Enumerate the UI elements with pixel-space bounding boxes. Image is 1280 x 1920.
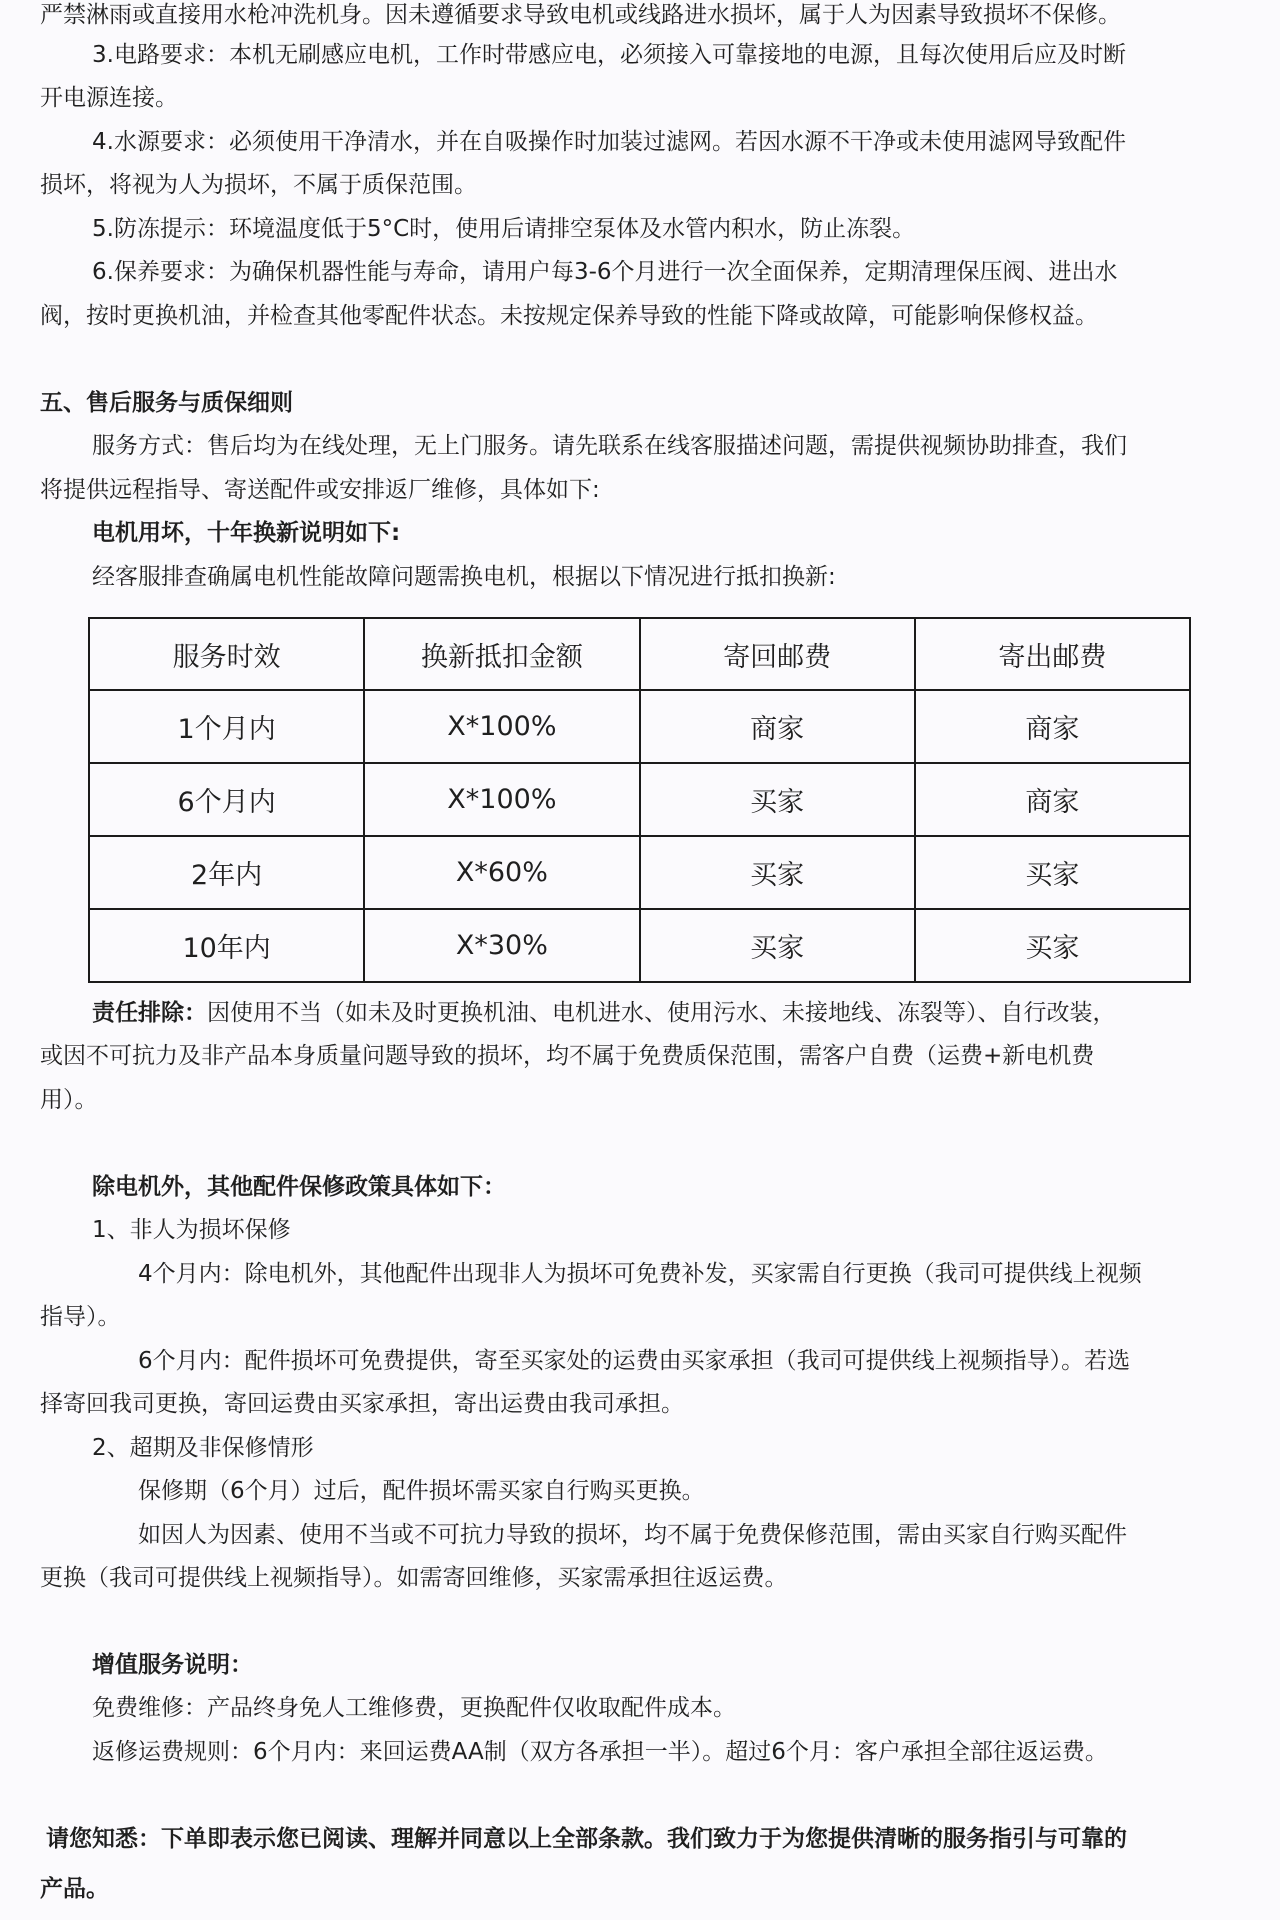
table-cell: 买家 (915, 909, 1190, 982)
table-cell: 买家 (640, 763, 915, 836)
text-line: 3.电路要求：本机无刷感应电机，工作时带感应电，必须接入可靠接地的电源，且每次使用后应及时断 (92, 42, 1126, 68)
table-cell: X*60% (364, 836, 639, 909)
table-cell: 商家 (640, 690, 915, 763)
table-header-cell: 换新抵扣金额 (364, 618, 639, 690)
text-line: 经客服排查确属电机性能故障问题需换电机，根据以下情况进行抵扣换新: (92, 564, 836, 590)
text-line: 2、超期及非保修情形 (92, 1435, 314, 1461)
table-cell: 10年内 (89, 909, 364, 982)
table-cell: 2年内 (89, 836, 364, 909)
subheading: 增值服务说明： (92, 1652, 253, 1678)
table-row (89, 690, 1190, 763)
liability-paragraph (0, 998, 1280, 1028)
text-line: 服务方式：售后均为在线处理，无上门服务。请先联系在线客服描述问题，需提供视频协助排查，我们 (92, 433, 1127, 459)
table-cell: X*30% (364, 909, 639, 982)
table-cell: 买家 (915, 836, 1190, 909)
text-line: 更换（我司可提供线上视频指导）。如需寄回维修，买家需承担往返运费。 (40, 1565, 788, 1591)
table-cell: 1个月内 (89, 690, 364, 763)
section-heading: 五、售后服务与质保细则 (40, 390, 293, 416)
table-header-cell: 服务时效 (89, 618, 364, 690)
table-header-row (89, 618, 1190, 690)
table-cell: X*100% (364, 690, 639, 763)
table-cell: 买家 (640, 836, 915, 909)
table-cell: 商家 (915, 763, 1190, 836)
text-line: 择寄回我司更换，寄回运费由买家承担，寄出运费由我司承担。 (40, 1391, 684, 1417)
text-line: 6个月内：配件损坏可免费提供，寄至买家处的运费由买家承担（我司可提供线上视频指导）。若选 (138, 1348, 1131, 1374)
text-line: 4个月内：除电机外，其他配件出现非人为损坏可免费补发，买家需自行更换（我司可提供线上视频 (138, 1261, 1142, 1287)
table-header-cell: 寄回邮费 (640, 618, 915, 690)
text-line: 4.水源要求：必须使用干净清水，并在自吸操作时加装过滤网。若因水源不干净或未使用滤网导致配件 (92, 129, 1126, 155)
text-line: 严禁淋雨或直接用水枪冲洗机身。因未遵循要求导致电机或线路进水损坏，属于人为因素导致损坏不保修。 (40, 2, 1121, 28)
text-line: 损坏，将视为人为损坏，不属于质保范围。 (40, 172, 477, 198)
table-header-cell: 寄出邮费 (915, 618, 1190, 690)
subheading: 电机用坏，十年换新说明如下: (92, 520, 401, 546)
text-line: 免费维修：产品终身免人工维修费，更换配件仅收取配件成本。 (92, 1695, 736, 1721)
text-line: 如因人为因素、使用不当或不可抗力导致的损坏，均不属于免费保修范围，需由买家自行购买配件 (138, 1522, 1127, 1548)
table-cell: 买家 (640, 909, 915, 982)
text-line: 指导）。 (40, 1304, 121, 1330)
text-line: 5.防冻提示：环境温度低于5°C时，使用后请排空泵体及水管内积水，防止冻裂。 (92, 216, 916, 242)
liability-label: 责任排除： (92, 1000, 207, 1026)
text-line: 阀，按时更换机油，并检查其他零配件状态。未按规定保养导致的性能下降或故障，可能影响保修权益。 (40, 303, 1098, 329)
text-line: 开电源连接。 (40, 85, 178, 111)
text-line: 或因不可抗力及非产品本身质量问题导致的损坏，均不属于免费质保范围，需客户自费（运费+新电机费 (40, 1043, 1095, 1069)
subheading: 除电机外，其他配件保修政策具体如下： (92, 1174, 506, 1200)
text-line: 将提供远程指导、寄送配件或安排返厂维修，具体如下: (40, 477, 600, 503)
text-line: 6.保养要求：为确保机器性能与寿命，请用户每3-6个月进行一次全面保养，定期清理保压阀、进出水 (92, 259, 1118, 285)
liability-text: 因使用不当（如未及时更换机油、电机进水、使用污水、未接地线、冻裂等）、自行改装， (207, 1000, 1116, 1026)
notice-line: 请您知悉：下单即表示您已阅读、理解并同意以上全部条款。我们致力于为您提供清晰的服务指引与可靠的 (46, 1826, 1127, 1852)
text-line: 返修运费规则：6个月内：来回运费AA制（双方各承担一半）。超过6个月：客户承担全部往返运费。 (92, 1739, 1108, 1765)
table-row (89, 909, 1190, 982)
text-line: 保修期（6个月）过后，配件损坏需买家自行购买更换。 (138, 1478, 705, 1504)
table-cell: X*100% (364, 763, 639, 836)
motor-replacement-table (88, 617, 1191, 983)
text-line: 用）。 (40, 1087, 98, 1113)
table-cell: 6个月内 (89, 763, 364, 836)
table-row (89, 836, 1190, 909)
table-cell: 商家 (915, 690, 1190, 763)
notice-line: 产品。 (40, 1876, 109, 1902)
text-line: 1、非人为损坏保修 (92, 1217, 291, 1243)
table-row (89, 763, 1190, 836)
